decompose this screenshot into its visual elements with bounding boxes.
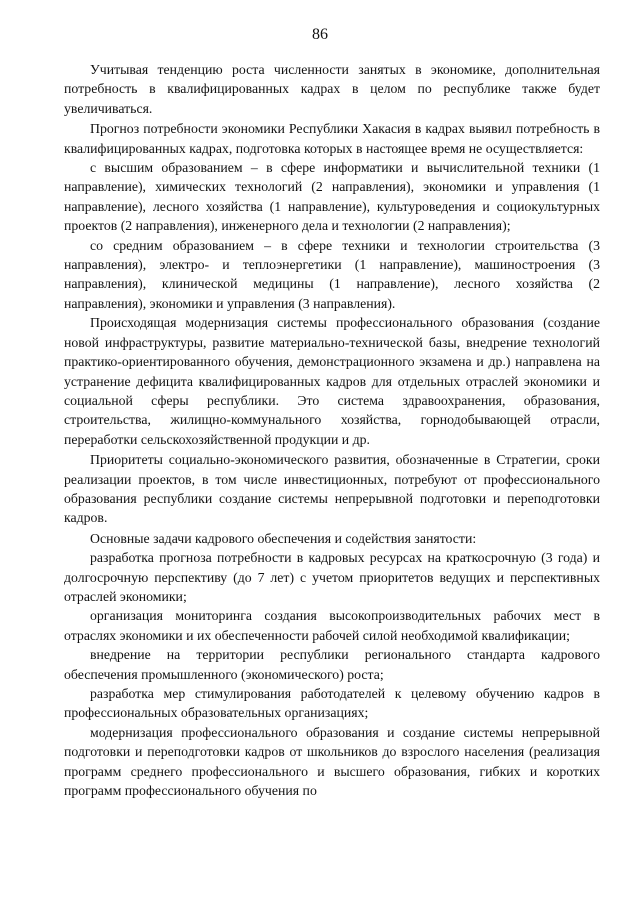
list-item-monitoring: организация мониторинга создания высокопроизводительных рабочих мест в отраслях экономики и их обеспеченности рабочей силой необходимой квалификации; [64,608,600,643]
paragraph-modernization: Происходящая модернизация системы профессионального образования (создание новой инфраструктуры, развитие материально-технической базы, внедрение технологий практико-ориентированного обучения, демонстрационного экзамена и др.) направлена на устранение дефицита квалифицированных кадров для отдельных отраслей экономики и социальной сферы республики. Это система здравоохранения, образования, строительства, жилищно-коммунального хозяйства, горнодобывающей отрасли, переработки сельскохозяйственной продукции и др. [64,315,600,447]
paragraph-tasks-heading: Основные задачи кадрового обеспечения и содействия занятости: [90,530,477,546]
list-item-standard: внедрение на территории республики регионального стандарта кадрового обеспечения промышленного (экономического) роста; [64,647,600,682]
paragraph-2: Прогноз потребности экономики Республики Хакасия в кадрах выявил потребность в квалифицированных кадрах, подготовка которых в настоящее время не осуществляется: [64,121,600,156]
list-item-incentives: разработка мер стимулирования работодателей к целевому обучению кадров в профессиональных образовательных организациях; [64,686,600,721]
list-item-forecast: разработка прогноза потребности в кадровых ресурсах на краткосрочную (3 года) и долгосрочную перспективу (до 7 лет) с учетом приоритетов ведущих и перспективных отраслей экономики; [64,550,600,604]
page-number: 86 [312,26,328,43]
list-item-modernization: модернизация профессионального образования и создание системы непрерывной подготовки и переподготовки кадров от школьников до взрослого населения (реализация программ среднего профессионального и высшего образования, гибких и коротких программ профессионального обучения по [64,724,600,799]
paragraph-priorities: Приоритеты социально-экономического развития, обозначенные в Стратегии, сроки реализации проектов, в том числе инвестиционных, потребуют от профессионального образования республики создание системы непрерывной подготовки и переподготовки кадров. [64,452,600,526]
body-text [64,60,600,800]
list-item-secondary-education: со средним образованием – в сфере техники и технологии строительства (3 направления), электро- и теплоэнергетики (1 направление), машиностроения (3 направления), клинической медицины (1 направление), лесного хозяйства (2 направления), экономики и управления (3 направления). [64,237,600,311]
paragraph-1: Учитывая тенденцию роста численности занятых в экономике, дополнительная потребность в квалифицированных кадрах в целом по республике также будет увеличиваться. [64,62,600,116]
list-item-higher-education: с высшим образованием – в сфере информатики и вычислительной техники (1 направление), химических технологий (2 направления), экономики и управления (1 направление), лесного хозяйства (1 направление), культуроведения и социокультурных проектов (2 направления), инженерного дела и технологии (2 направления); [64,160,600,234]
